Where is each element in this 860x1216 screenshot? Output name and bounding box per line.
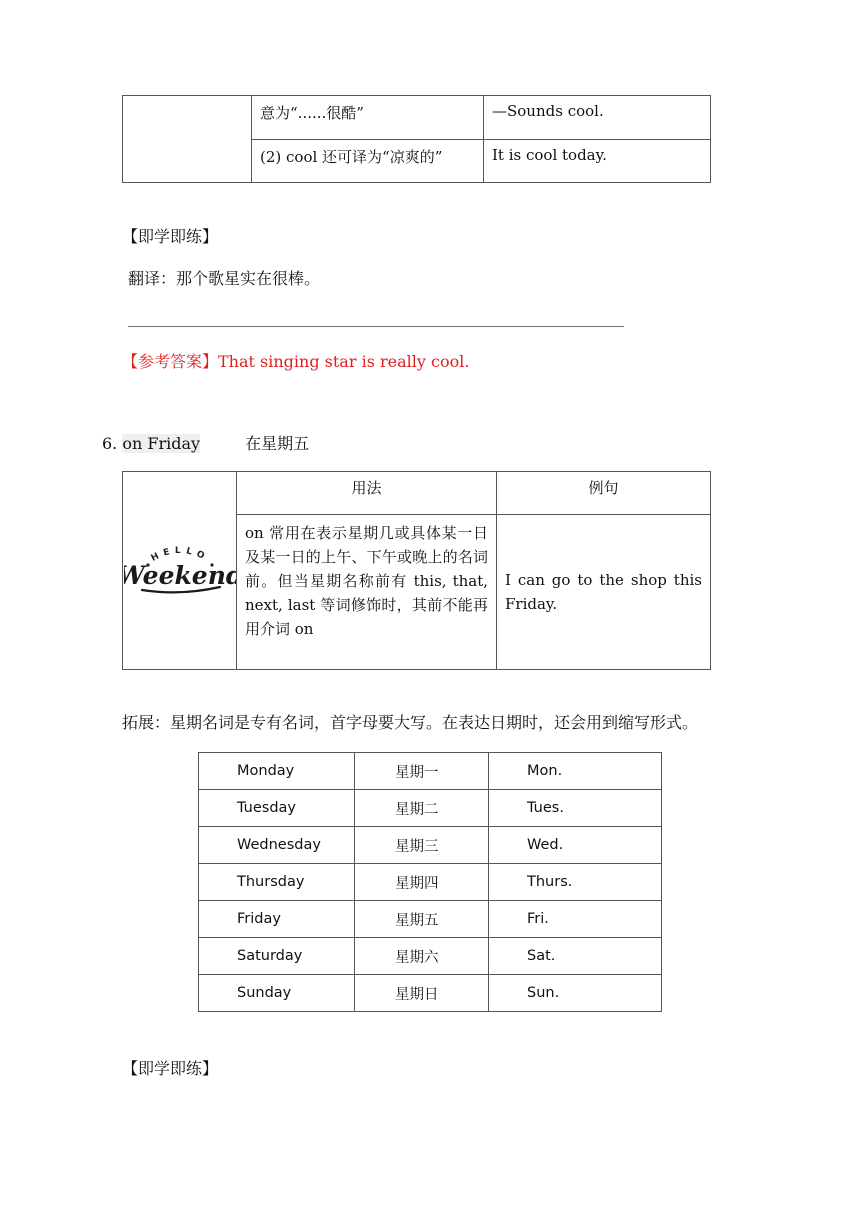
reference-answer: 【参考答案】That singing star is really cool.	[122, 352, 470, 371]
table-row	[199, 975, 662, 1012]
header-usage: 用法	[237, 472, 497, 515]
day-english: Monday	[199, 753, 355, 790]
answer-line: ______________________________________________________________	[128, 308, 624, 327]
weekday-table	[198, 752, 662, 1012]
logo-cell	[123, 472, 237, 670]
on-friday-table	[122, 471, 711, 670]
section-meaning: 在星期五	[245, 434, 310, 453]
day-chinese: 星期日	[355, 975, 489, 1012]
cool-usage-table	[122, 95, 711, 183]
example-cell: It is cool today.	[484, 140, 711, 183]
table-row	[199, 790, 662, 827]
day-abbreviation: Wed.	[489, 827, 662, 864]
day-abbreviation: Sun.	[489, 975, 662, 1012]
day-chinese: 星期四	[355, 864, 489, 901]
usage-cell: 意为“......很酷”	[252, 96, 484, 140]
header-example: 例句	[497, 472, 711, 515]
table-cell-empty	[123, 96, 252, 183]
practice-heading: 【即学即练】	[122, 1059, 219, 1078]
day-chinese: 星期一	[355, 753, 489, 790]
day-english: Thursday	[199, 864, 355, 901]
day-chinese: 星期六	[355, 938, 489, 975]
day-english: Wednesday	[199, 827, 355, 864]
day-abbreviation: Tues.	[489, 790, 662, 827]
svg-text:HELLO: HELLO	[149, 545, 210, 564]
day-english: Saturday	[199, 938, 355, 975]
day-english: Sunday	[199, 975, 355, 1012]
table-row	[199, 827, 662, 864]
translation-question: 翻译：那个歌星实在很棒。	[128, 269, 321, 288]
section-number: 6.	[102, 434, 118, 453]
day-abbreviation: Mon.	[489, 753, 662, 790]
table-row	[199, 938, 662, 975]
section-phrase: on Friday	[122, 434, 201, 453]
example-cell: I can go to the shop this Friday.	[497, 515, 711, 670]
usage-cell: (2) cool 还可译为“凉爽的”	[252, 140, 484, 183]
day-english: Tuesday	[199, 790, 355, 827]
day-chinese: 星期三	[355, 827, 489, 864]
day-chinese: 星期二	[355, 790, 489, 827]
day-abbreviation: Sat.	[489, 938, 662, 975]
table-row	[199, 901, 662, 938]
section-6-heading	[102, 431, 309, 454]
svg-text:Weekend: eeken	[142, 561, 226, 590]
extension-text: 拓展：星期名词是专有名词，首字母要大写。在表达日期时，还会用到缩写形式。	[122, 713, 699, 732]
day-abbreviation: Thurs.	[489, 864, 662, 901]
table-row	[199, 864, 662, 901]
day-chinese: 星期五	[355, 901, 489, 938]
day-abbreviation: Fri.	[489, 901, 662, 938]
usage-cell: on 常用在表示星期几或具体某一日及某一日的上午、下午或晚上的名词前。但当星期名称前有 this, that, next, last 等词修饰时，其前不能再用介词 on	[237, 515, 497, 670]
table-row	[199, 753, 662, 790]
hello-weekend-logo	[124, 532, 236, 602]
day-english: Friday	[199, 901, 355, 938]
practice-heading: 【即学即练】	[122, 227, 219, 246]
example-cell: —Sounds cool.	[484, 96, 711, 140]
